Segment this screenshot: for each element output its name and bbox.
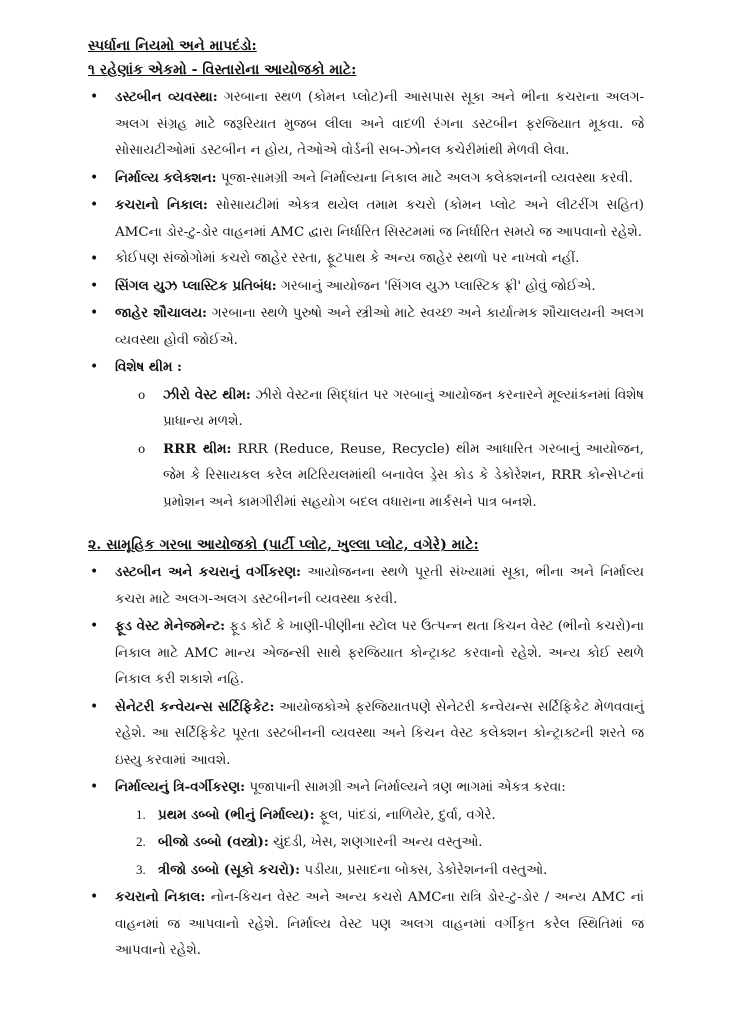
list-item [88,613,644,694]
item-text: ગરબાના સ્થળે પુરુષો અને સ્ત્રીઓ માટે સ્વચ્છ અને કાર્યાત્મક શૌચાલયની અલગ વ્યવસ્થા હોવી જોઈએ. [115,306,644,348]
item-text: આયોજનના સ્થળે પૂરતી સંખ્યામાં સૂકા, ભીના અને નિર્માલ્ય કચરા માટે અલગ-અલગ ડસ્ટબીનની વ્યવસ્થા કરવી. [115,565,645,607]
bullet-icon: • [90,779,99,795]
item-text: આયોજકોએ ફરજિયાતપણે સેનેટરી કન્વેયન્સ સર્ટિફિકેટ મેળવવાનું રહેશે. આ સર્ટિફિકેટ પૂરતા ડસ્ટબીનની વ્યવસ્થા અને કિચન વેસ્ટ કલેક્શન કોન્ટ્રાક્ટની શરતે જ ઇસ્યુ કરવામાં આવશે. [115,699,644,768]
item-text: પડીયા, પ્રસાદના બોક્સ, ડેકોરેશનની વસ્તુઓ. [300,862,548,878]
item-label: કચરાનો નિકાલ: [115,197,208,213]
bullet-icon: • [90,359,99,375]
section2-title: ૨. સામૂહિક ગરબા આયોજકો (પાર્ટી પ્લોટ, ખુલ્લા પ્લોટ, વગેરે) માટે: [88,537,479,553]
item-label: સિંગલ યુઝ પ્લાસ્ટિક પ્રતિબંધ: [115,277,277,294]
item-text: કોઈપણ સંજોગોમાં કચરો જાહેર રસ્તા, ફૂટપાથ કે અન્ય જાહેર સ્થળો પર નાખવો નહીં. [115,251,580,266]
list-item [88,884,644,965]
list-item [88,165,644,193]
list-item [88,774,644,884]
item-label: સેનેટરી કન્વેયન્સ સર્ટિફિકેટ: [115,698,275,715]
section1-title: ૧ રહેણાંક એકમો - વિસ્તારોના આયોજકો માટે: [88,62,357,78]
item-text: ઝીરો વેસ્ટના સિદ્ધાંત પર ગરબાનું આયોજન કરનારને મૂલ્યાંકનમાં વિશેષ પ્રાધાન્ય મળશે. [163,387,644,429]
section2-list [88,559,644,965]
item-text: RRR (Reduce, Reuse, Recycle) થીમ આધારિત ગરબાનું આયોજન, જેમ કે રિસાયકલ કરેલ મટિરિયલમાંથી બનાવેલ ડ્રેસ કોડ કે ડેકોરેશન, RRR કોન્સેપ્ટનાં પ્રમોશન અને કામગીરીમાં સહયોગ બદલ વધારાના માર્કસને પાત્ર બનશે. [163,441,645,510]
item-text: ચુંદડી, ખેસ, શણગારની અન્ય વસ્તુઓ. [268,835,483,850]
item-label: RRR થીમ: [163,440,232,457]
item-label: કચરાનો નિકાલ: [115,889,206,905]
bullet-icon: • [90,197,99,213]
item-text: નોન-કિચન વેસ્ટ અને અન્ય કચરો AMCના રાત્રિ ડોર-ટુ-ડોર / અન્ય AMC નાં વાહનમાં જ આપવાનો રહેશે. નિર્માલ્ય વેસ્ટ પણ અલગ વાહનમાં વર્ગીકૃત કરેલ સ્થિતિમાં જ આપવાનો રહેશે. [115,890,644,958]
item-label: જાહેર શૌચાલય: [115,305,207,321]
item-label: ઝીરો વેસ્ટ થીમ: [163,386,251,403]
item-label: ડસ્ટબીન વ્યવસ્થા: [115,89,218,105]
item-label: ત્રીજો ડબ્બો (સૂકો કચરો): [158,861,301,878]
item-label: ડસ્ટબીન અને કચરાનું વર્ગીકરણ: [115,564,301,580]
bins-list [115,802,644,885]
list-item [88,354,644,516]
theme-sublist [115,382,644,517]
item-text: પૂજા-સામગ્રી અને નિર્માલ્યના નિકાલ માટે અલગ કલેક્શનની વ્યવસ્થા કરવી. [216,170,633,186]
bullet-icon: • [90,305,99,321]
numbered-item [136,802,644,830]
numbered-item [136,829,644,857]
bullet-icon: • [90,889,99,905]
circle-bullet-icon: o [138,387,146,402]
list-item [88,300,644,354]
item-text: ફૂલ, પાંદડાં, નાળિયેર, દુર્વા, વગેરે. [314,807,496,823]
sublist-item [138,436,644,517]
item-text: પૂજાપાની સામગ્રી અને નિર્માલ્યને ત્રણ ભાગમાં એકત્ર કરવા: [245,780,566,795]
item-number: 2. [136,834,146,849]
item-label: નિર્માલ્ય કલેક્શન: [115,169,217,186]
list-item [88,84,644,165]
main-heading: સ્પર્ધાના નિયમો અને માપદંડો: [88,38,257,54]
bullet-icon: • [90,277,99,294]
item-number: 1. [136,806,146,822]
bullet-icon: • [90,564,99,580]
list-item [88,273,644,301]
sublist-item [138,382,644,436]
item-label: બીજો ડબ્બો (વસ્ત્રો): [158,834,269,850]
circle-bullet-icon: o [138,441,146,456]
item-text: ફૂડ કોર્ટ કે ખાણી-પીણીના સ્ટોલ પર ઉત્પન્ન થતા કિચન વેસ્ટ (ભીનો કચરો)ના નિકાલ માટે AMC માન્ય એજન્સી સાથે ફરજિયાત કોન્ટ્રાક્ટ કરવાનો રહેશે. અન્ય કોઈ સ્થળે નિકાલ કરી શકાશે નહિ. [115,619,644,687]
section1-list [88,84,644,516]
item-text: ગરબાનું આયોજન 'સિંગલ યુઝ પ્લાસ્ટિક ફ્રી' હોવું જોઈએ. [276,278,596,294]
bullet-icon: • [90,169,99,186]
item-number: 3. [136,861,146,877]
list-item [88,192,644,246]
item-label: વિશેષ થીમ : [115,359,182,375]
list-item [88,246,644,273]
item-label: નિર્માલ્યનું ત્રિ-વર્ગીકરણ: [115,779,246,795]
bullet-icon: • [90,698,99,715]
bullet-icon: • [90,251,99,267]
item-label: ફૂડ વેસ્ટ મેનેજમેન્ટ: [115,618,226,634]
bullet-icon: • [90,89,99,105]
bullet-icon: • [90,618,99,634]
list-item [88,559,644,613]
item-text: સોસાયટીમાં એકત્ર થયેલ તમામ કચરો (કોમન પ્લોટ અને લીટરીંગ સહિત) AMCના ડોર-ટુ-ડોર વાહનમાં AMC દ્વારા નિર્ધારિત સિસ્ટમમાં જ નિર્ધારિત સમયે જ આપવાનો રહેશે. [115,198,644,240]
numbered-item [136,857,644,885]
list-item [88,694,644,775]
item-label: પ્રથમ ડબ્બો (ભીનું નિર્માલ્ય): [158,806,315,823]
item-text: ગરબાના સ્થળ (કોમન પ્લોટ)ની આસપાસ સૂકા અને ભીના કચરાના અલગ-અલગ સંગ્રહ માટે જરૂરિયાત મુજબ લીલા અને વાદળી રંગના ડસ્ટબીન ફરજિયાત મૂકવા. જે સોસાયટીઓમાં ડસ્ટબીન ન હોય, તેઓએ વોર્ડની સબ-ઝોનલ કચેરીમાંથી મેળવી લેવા. [115,90,644,158]
